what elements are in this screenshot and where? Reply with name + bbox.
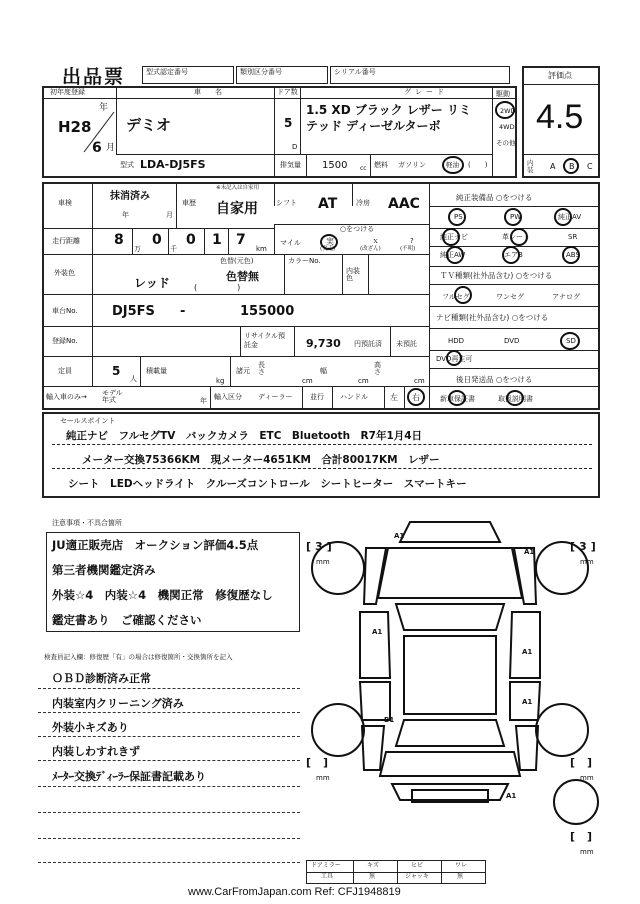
car-name-label: 車名 bbox=[194, 88, 236, 96]
dims-width-unit: cm bbox=[358, 377, 369, 385]
shaken-value: 抹消済み bbox=[110, 191, 150, 202]
sales-point-line-3: シート LEDヘッドライト クルーズコントロール シートヒーター スマートキー bbox=[68, 478, 467, 490]
navi-dvd-play-circle bbox=[446, 350, 462, 366]
left-rear-door bbox=[360, 682, 390, 720]
handle-selected-circle bbox=[407, 388, 425, 406]
chassis-model: DJ5FS bbox=[112, 304, 155, 319]
note-divider bbox=[38, 838, 300, 839]
color-change-value: 色替無 bbox=[226, 270, 259, 283]
import-label: 輸入車のみ→ bbox=[46, 393, 87, 401]
legend-tools-value: 無 bbox=[369, 873, 376, 880]
displacement-label: 排気量 bbox=[280, 161, 301, 169]
note-divider bbox=[38, 688, 300, 689]
equip-sr: SR bbox=[568, 233, 578, 241]
capacity-unit: 人 bbox=[130, 375, 137, 383]
dims-length: 長さ bbox=[258, 361, 265, 376]
tv-oneseg: ワンセグ bbox=[496, 293, 524, 301]
notes-label: 注意事項・不具合箇所 bbox=[52, 519, 122, 527]
tire-fl-unit: mm bbox=[316, 558, 330, 566]
mileage-digit-3: 0 bbox=[186, 232, 196, 248]
legend-header-mirror: ドアミラー bbox=[311, 862, 341, 869]
load-unit: kg bbox=[216, 377, 225, 385]
interior-grade-c: C bbox=[587, 162, 593, 171]
rear-left-wheel bbox=[312, 704, 364, 756]
grade-value: 1.5 XD ブラック レザー リミテッド ディーゼルターボ bbox=[306, 103, 471, 133]
hood bbox=[378, 548, 522, 598]
watermark: www.CarFromJapan.com Ref: CFJ1948819 bbox=[188, 886, 401, 898]
fuel-label: 燃料 bbox=[374, 161, 388, 169]
mileage-label-unknown: (不明) bbox=[400, 246, 416, 252]
shaken-month-unit: 月 bbox=[166, 211, 173, 219]
interior-grade-b: B bbox=[569, 162, 575, 171]
note-divider bbox=[38, 862, 300, 863]
capacity-label: 定員 bbox=[58, 367, 72, 375]
first-registration-label: 初年度登録 bbox=[50, 88, 85, 96]
tire-fr-depth: 3 bbox=[579, 540, 587, 553]
equip-leather: 革シート bbox=[502, 233, 530, 241]
note-line-2: 第三者機関鑑定済み bbox=[52, 563, 156, 577]
damage-mark-6: B1 bbox=[384, 716, 395, 724]
rear-window bbox=[396, 720, 504, 746]
navi-title: ナビ種類(社外品含む) ○をつける bbox=[436, 313, 549, 322]
equip-ps-circle bbox=[448, 208, 466, 226]
shift-label: シフト bbox=[276, 199, 297, 207]
equip-aw-circle bbox=[446, 246, 464, 264]
equip-ps: PS bbox=[454, 213, 463, 221]
tire-fl-bracket: [ 3 ] bbox=[306, 540, 332, 553]
tire-rl-bracket: [ ] bbox=[306, 756, 329, 769]
dims-label: 諸元 bbox=[236, 367, 250, 375]
doc-manual-circle bbox=[506, 390, 524, 406]
equip-abs-circle bbox=[562, 246, 580, 264]
color-value: レッド bbox=[134, 276, 170, 290]
damage-mark-2: A1 bbox=[524, 548, 535, 556]
first-registration-era-year: H28 bbox=[58, 118, 92, 136]
documents-title: 後日発送品 ○をつける bbox=[456, 375, 533, 384]
import-category-label: 輸入区分 bbox=[214, 393, 242, 401]
aircon-value: AAC bbox=[388, 196, 420, 212]
score-label: 評価点 bbox=[548, 71, 572, 80]
equip-av-circle bbox=[554, 208, 572, 226]
mileage-mark-real: 実 bbox=[326, 237, 334, 246]
sales-points-label: セールスポイント bbox=[60, 417, 116, 425]
equip-airbag: エアB bbox=[504, 251, 523, 259]
dims-length-unit: cm bbox=[302, 377, 313, 385]
equip-leather-circle bbox=[510, 228, 528, 246]
damage-mark-1: A1 bbox=[394, 532, 405, 540]
interior-grade-a: A bbox=[550, 162, 556, 171]
import-parallel: 並行 bbox=[310, 393, 324, 401]
doc-warranty: 新車保証書 bbox=[440, 395, 475, 403]
legend-header-crack: ヒビ bbox=[411, 862, 424, 869]
shaken-label: 車検 bbox=[58, 199, 72, 207]
score-value: 4.5 bbox=[536, 98, 584, 136]
shaken-year-unit: 年 bbox=[122, 211, 129, 219]
mileage-label-real: (実走) bbox=[320, 246, 336, 252]
legend-header-scratch: キズ bbox=[367, 862, 379, 869]
equip-abs: ABS bbox=[566, 251, 580, 259]
note-line-1: JU適正販売店 オークション評価4.5点 bbox=[52, 538, 259, 552]
inspector-line-5: ﾒｰﾀｰ交換ﾃﾞｨｰﾗｰ保証書記載あり bbox=[52, 770, 206, 783]
mileage-unit-sen: 千 bbox=[170, 245, 177, 253]
spec-block bbox=[42, 182, 600, 410]
vehicle-info-block bbox=[42, 86, 517, 178]
inspector-line-3: 外装小キズあり bbox=[52, 721, 129, 734]
registration-no-label: 登録No. bbox=[52, 337, 78, 345]
mileage-unit-km: km bbox=[256, 245, 267, 253]
rear-right-wheel bbox=[536, 704, 588, 756]
tire-spare-depth bbox=[575, 830, 587, 843]
handle-right: 右 bbox=[412, 393, 420, 402]
year-mark: 年 bbox=[99, 103, 109, 113]
tv-fullseg: フルセグ bbox=[442, 293, 470, 301]
recycle-unpaid: 未預託 bbox=[396, 340, 417, 348]
equip-navi-circle bbox=[442, 228, 460, 246]
serial-box bbox=[330, 66, 510, 84]
legend-table bbox=[306, 860, 486, 884]
note-divider bbox=[38, 712, 300, 713]
first-registration-month: 6 bbox=[92, 140, 102, 156]
dims-height: 高さ bbox=[374, 361, 381, 376]
car-damage-diagram bbox=[300, 508, 600, 888]
color-no-label: カラーNo. bbox=[288, 257, 321, 265]
displacement-value: 1500 bbox=[322, 160, 348, 171]
mileage-digit-1: 8 bbox=[114, 232, 124, 248]
tire-rl-depth bbox=[311, 756, 323, 769]
doors-label: ドア数 bbox=[277, 88, 298, 96]
tire-fr-unit: mm bbox=[580, 558, 594, 566]
page-title: 出品票 bbox=[62, 66, 126, 88]
note-divider bbox=[38, 760, 300, 761]
aircon-label: 冷房 bbox=[356, 199, 370, 207]
shift-value: AT bbox=[318, 196, 338, 212]
serial-label: シリアル番号 bbox=[334, 68, 376, 76]
damage-mark-5: A1 bbox=[522, 698, 533, 706]
recycle-label: リサイクル預託金 bbox=[244, 332, 286, 349]
interior-selected-circle bbox=[563, 158, 579, 174]
sales-point-line-2: メーター交換75366KM 現メーター4651KM 合計80017KM レザー bbox=[82, 454, 440, 466]
fuel-gasoline: ガソリン bbox=[398, 161, 426, 169]
usage-label: 車歴 bbox=[182, 199, 196, 207]
damage-mark-4: A1 bbox=[522, 648, 533, 656]
equipment-title: 純正装備品 ○をつける bbox=[456, 193, 533, 202]
mileage-digit-4: 1 bbox=[212, 232, 222, 248]
doc-warranty-circle bbox=[448, 390, 466, 406]
note-divider bbox=[38, 812, 300, 813]
trunk bbox=[380, 752, 520, 776]
navi-hdd: HDD bbox=[448, 337, 465, 345]
usage-note: ※未記入は自家用 bbox=[216, 185, 260, 191]
tv-analog: アナログ bbox=[552, 293, 580, 301]
legend-jack-value: 無 bbox=[457, 873, 464, 880]
tire-fl-depth: 3 bbox=[315, 540, 323, 553]
usage-value: 自家用 bbox=[216, 201, 258, 217]
import-dealer: ディーラー bbox=[258, 393, 293, 401]
navi-sd-circle bbox=[560, 332, 580, 350]
chassis-dash: - bbox=[180, 304, 186, 319]
navi-sd: SD bbox=[566, 337, 576, 345]
tire-rr-bracket: [ ] bbox=[570, 756, 593, 769]
fuel-paren: ( ) bbox=[468, 161, 488, 169]
spare-wheel bbox=[554, 780, 598, 824]
mileage-digit-5: 7 bbox=[236, 232, 246, 248]
equip-airbag-circle bbox=[502, 246, 520, 264]
capacity-value: 5 bbox=[112, 364, 121, 378]
handle-left: 左 bbox=[390, 393, 398, 402]
model-code-label: 型式 bbox=[120, 161, 134, 169]
navi-dvd: DVD bbox=[504, 337, 520, 345]
equip-navi: 純正ナビ bbox=[440, 233, 468, 241]
tire-fr-bracket: [ 3 ] bbox=[570, 540, 596, 553]
score-box bbox=[522, 66, 600, 178]
right-front-door bbox=[510, 612, 540, 678]
equip-pw: PW bbox=[510, 213, 522, 221]
note-divider bbox=[38, 786, 300, 787]
inspector-label: 検査員記入欄：修復歴「有」の場合は修復箇所・交換箇所を記入 bbox=[44, 653, 233, 661]
doors-unit: D bbox=[292, 143, 298, 151]
mileage-label-altered: (改ざん) bbox=[360, 246, 381, 252]
interior-label: 内装 bbox=[527, 159, 534, 174]
tire-spare-unit: mm bbox=[580, 848, 594, 856]
mileage-label: 走行距離 bbox=[52, 237, 80, 245]
interior-color-label: 内装色 bbox=[346, 267, 360, 282]
roof bbox=[404, 636, 496, 714]
tv-title: ＴＶ種類(社外品含む) ○をつける bbox=[440, 271, 553, 280]
tire-rr-unit: mm bbox=[580, 774, 594, 782]
drive-4wd: 4WD bbox=[499, 123, 515, 131]
katashiki-nintei-label: 型式認定番号 bbox=[146, 68, 188, 76]
damage-mark-3: A1 bbox=[372, 628, 383, 636]
ruibetsu-box bbox=[236, 66, 328, 84]
displacement-unit: cc bbox=[360, 165, 367, 172]
navi-dvd-play: DVD再生可 bbox=[436, 355, 473, 363]
drive-other: その他 bbox=[496, 139, 516, 147]
mileage-marks-header: ○をつける bbox=[340, 225, 375, 233]
right-quarter bbox=[516, 726, 538, 770]
drive-2wd: 2WD bbox=[500, 107, 516, 115]
color-change-label: 色替(元色) bbox=[220, 257, 254, 265]
damage-mark-7: A1 bbox=[506, 792, 517, 800]
fuel-selected-circle bbox=[442, 156, 464, 174]
fuel-diesel: 軽油 bbox=[446, 161, 459, 169]
equip-aw: 純正AW bbox=[440, 251, 466, 259]
equip-pw-circle bbox=[504, 208, 522, 226]
tire-rl-unit: mm bbox=[316, 774, 330, 782]
recycle-unit: 円預託済 bbox=[354, 340, 382, 348]
ruibetsu-label: 類別区分番号 bbox=[240, 68, 282, 76]
color-label: 外装色 bbox=[54, 269, 75, 277]
mile-label: マイル bbox=[280, 239, 301, 247]
equip-av: 純正AV bbox=[558, 213, 582, 221]
chassis-label: 車台No. bbox=[52, 307, 78, 315]
inspector-line-2: 内装室内クリーニング済み bbox=[52, 697, 184, 710]
model-code: LDA-DJ5FS bbox=[140, 158, 206, 171]
dims-width: 幅 bbox=[320, 367, 327, 375]
legend-tools-label: 工具 bbox=[321, 873, 334, 880]
sales-points-box bbox=[42, 412, 600, 498]
tv-selected-circle bbox=[454, 286, 472, 304]
note-line-4: 鑑定書あり ご確認ください bbox=[52, 613, 202, 627]
chassis-number: 155000 bbox=[240, 304, 295, 319]
doc-manual: 取扱説明書 bbox=[498, 395, 533, 403]
mileage-unit-man: 万 bbox=[134, 245, 141, 253]
dims-height-unit: cm bbox=[414, 377, 425, 385]
katashiki-nintei-box bbox=[142, 66, 234, 84]
drive-selected-circle bbox=[495, 101, 515, 119]
legend-header-break: ワレ bbox=[455, 862, 468, 869]
mileage-digit-2: 0 bbox=[152, 232, 162, 248]
load-label: 積載量 bbox=[146, 367, 167, 375]
left-quarter bbox=[362, 726, 384, 770]
model-year-label: モデル年式 bbox=[102, 389, 123, 404]
mileage-mark-unknown: ? bbox=[410, 237, 414, 245]
model-year-unit: 年 bbox=[200, 397, 207, 405]
sales-point-line-1: 純正ナビ フルセグTV バックカメラ ETC Bluetooth R7年1月4日 bbox=[66, 430, 423, 442]
handle-label: ハンドル bbox=[340, 393, 368, 401]
car-name: デミオ bbox=[126, 116, 172, 134]
left-front-door bbox=[360, 612, 390, 678]
doors-value: 5 bbox=[284, 116, 293, 130]
tire-rr-depth bbox=[575, 756, 587, 769]
front-bumper bbox=[400, 522, 500, 542]
recycle-value: 9,730 bbox=[306, 337, 341, 350]
tire-spare-bracket: [ ] bbox=[570, 830, 593, 843]
note-divider bbox=[38, 736, 300, 737]
inspector-line-4: 内装しわすれきず bbox=[52, 745, 140, 758]
legend-jack-label: ジャッキ bbox=[405, 873, 429, 880]
windshield bbox=[396, 604, 504, 630]
mileage-mark-altered: ｘ bbox=[372, 237, 379, 245]
grade-label: グレード bbox=[404, 88, 448, 96]
note-line-3: 外装☆4 内装☆4 機関正常 修復歴なし bbox=[52, 588, 273, 602]
drive-label: 駆動 bbox=[496, 90, 510, 98]
color-change-paren: ( ) bbox=[194, 283, 241, 292]
month-mark: 月 bbox=[106, 143, 116, 153]
rear-bumper bbox=[392, 784, 508, 800]
inspector-line-1: ＯＢＤ診断済み正常 bbox=[52, 672, 151, 685]
